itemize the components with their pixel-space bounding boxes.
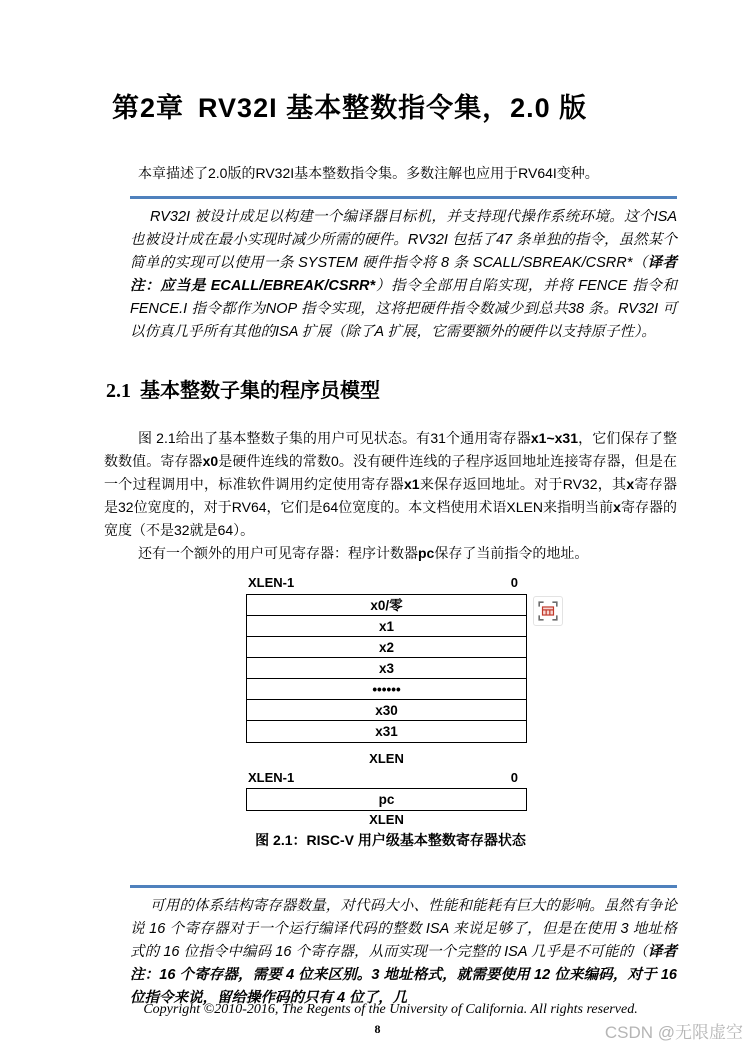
text-segment: RV32I 被设计成足以构建一个编译器目标机，并支持现代操作系统环境。这个ISA 也被设计成在最小实现时减少所需的硬件。RV32I 包括了47 条单独的指令，虽然某个简单的实现可以使用一条 SYSTEM 硬件指令将 8 条 SCALL/SBREAK/CSRR*（	[130, 209, 677, 271]
chapter-number: 第2章	[112, 93, 185, 123]
register-row: x1	[247, 616, 526, 637]
register-row: x30	[247, 700, 526, 721]
table-capture-icon[interactable]	[533, 596, 563, 626]
msb-label: XLEN-1	[248, 575, 295, 590]
body-paragraph-1	[104, 427, 677, 542]
register-row: x3	[247, 658, 526, 679]
page-number: 8	[374, 1022, 381, 1036]
chapter-title	[112, 86, 587, 125]
register-row: x2	[247, 637, 526, 658]
lsb-label: 0	[510, 770, 518, 785]
integer-register-table	[246, 594, 527, 743]
register-table-bit-labels	[248, 575, 518, 590]
register-row: x0/零	[247, 595, 526, 616]
figure-caption: 图 2.1：RISC-V 用户级基本整数寄存器状态	[255, 832, 526, 848]
register-row: ••••••	[247, 679, 526, 700]
bold-text-segment: x0	[202, 453, 219, 469]
intro-paragraph: 本章描述了2.0版的RV32I基本整数指令集。多数注解也应用于RV64I变种。	[138, 165, 599, 181]
section-heading	[106, 374, 380, 403]
table-capture-glyph	[537, 600, 559, 622]
translator-commentary-top	[130, 196, 677, 344]
bold-text-segment: x1	[404, 476, 420, 492]
register-table-width-label: XLEN	[369, 751, 404, 766]
text-segment: 保存了当前指令的地址。	[434, 545, 589, 561]
text-segment: 来保存返回地址。对于RV32，其	[419, 476, 627, 492]
text-segment: 图 2.1给出了基本整数子集的用户可见状态。有31个通用寄存器	[138, 430, 531, 446]
bold-text-segment: 译者注：应当是 ECALL/EBREAK/CSRR*	[130, 255, 677, 294]
text-segment: 可用的体系结构寄存器数量，对代码大小、性能和能耗有巨大的影响。虽然有争论说 16 个寄存器对于一个运行编译代码的整数 ISA 来说足够了，但是在使用 3 地址格式的 16 位指令中编码 16 个寄存器，从而实现一个完整的 ISA 几乎是不可能的（	[130, 898, 677, 960]
text-segment: 寄存器的宽度（不是32就是64）。	[104, 499, 677, 538]
pc-table-bit-labels	[248, 770, 518, 785]
text-segment: 是硬件连线的常数0。没有硬件连线的子程序返回地址连接寄存器，但是在一个过程调用中，标准软件调用约定使用寄存器	[104, 453, 677, 492]
msb-label: XLEN-1	[248, 770, 295, 785]
register-row: x31	[375, 724, 398, 739]
text-segment: 寄存器是32位宽度的，对于RV64，它们是64位宽度的。本文档使用术语XLEN来指明当前	[104, 476, 677, 515]
body-text	[104, 427, 677, 565]
section-number: 2.1	[106, 380, 131, 402]
text-segment: ）指令全部用自陷实现，并将 FENCE 指令和FENCE.I 指令都作为NOP 指令实现，这将把硬件指令数减少到总共38 条。RV32I 可以仿真几乎所有其他的ISA 扩展（除了A 扩展，它需要额外的硬件以支持原子性）。	[130, 278, 677, 340]
translator-commentary-bottom	[130, 885, 677, 1010]
bold-text-segment: pc	[418, 545, 435, 561]
pc-register-table	[246, 788, 527, 811]
pc-table-width-label: XLEN	[369, 812, 404, 827]
body-paragraph-2	[104, 542, 677, 565]
copyright-line: Copyright ©2010-2016, The Regents of the University of California. All rights reserved.	[143, 1002, 638, 1017]
bold-text-segment: x	[626, 476, 635, 492]
chapter-name: RV32I 基本整数指令集，2.0 版	[198, 93, 588, 123]
bold-text-segment: 译者注：16 个寄存器，需要 4 位来区别。3 地址格式，就需要使用 12 位来编码，对于 16 位指令来说，留给操作码的只有 4 位了，几	[130, 944, 678, 1006]
bold-text-segment: x	[613, 499, 621, 515]
lsb-label: 0	[510, 575, 518, 590]
text-segment: ，它们保存了整数数值。寄存器	[104, 430, 677, 469]
csdn-watermark: CSDN @无限虚空	[604, 1023, 743, 1042]
text-segment: 还有一个额外的用户可见寄存器：程序计数器	[138, 545, 418, 561]
register-row: pc	[378, 792, 395, 807]
section-title: 基本整数子集的程序员模型	[140, 380, 380, 402]
bold-text-segment: x1~x31	[530, 430, 578, 446]
